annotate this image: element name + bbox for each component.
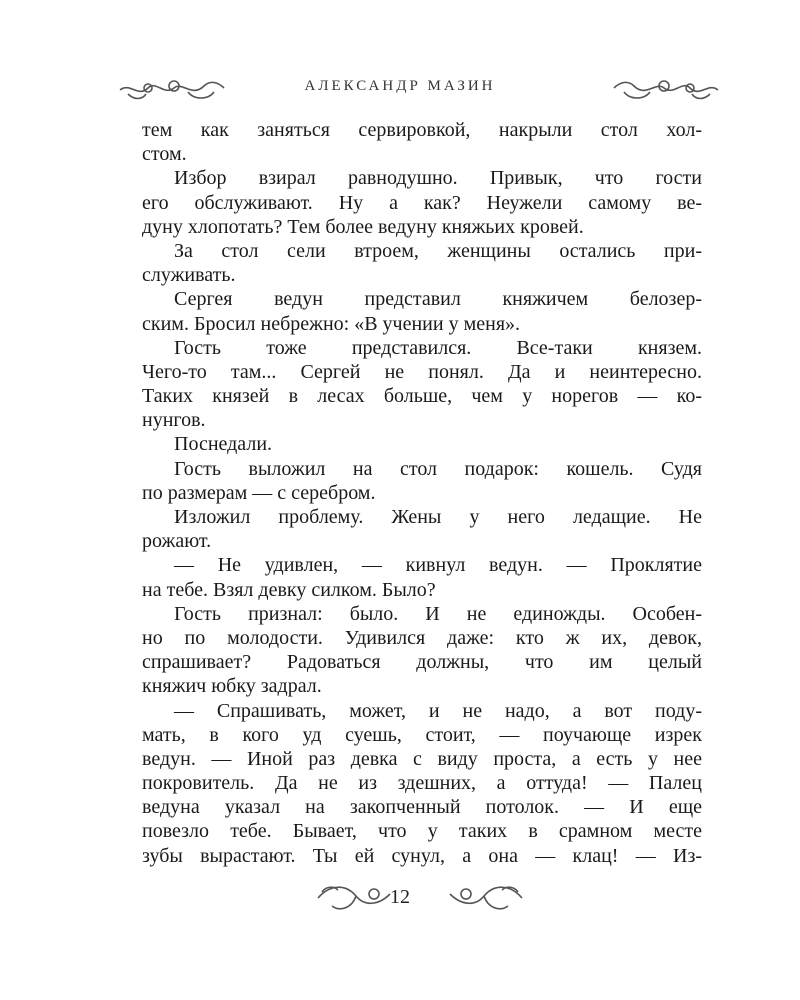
page-number: 12 <box>390 886 410 908</box>
text-line: но по молодости. Удивился даже: кто ж их, девок, <box>142 626 702 649</box>
text-line: ведун. — Иной раз девка с виду проста, а есть у нее <box>142 747 702 770</box>
text-line: Гость тоже представился. Все-таки князем. <box>174 336 702 359</box>
text-line: — Спрашивать, может, и не надо, а вот поду- <box>174 699 702 722</box>
text-line: Изложил проблему. Жены у него ледащие. Не <box>174 506 702 528</box>
text-line: нунгов. <box>142 409 206 432</box>
text-line: Сергея ведун представил княжичем белозер- <box>174 288 702 311</box>
text-line: княжич юбку задрал. <box>142 675 322 698</box>
page-footer <box>0 878 800 918</box>
text-line: Чего-то там... Сергей не понял. Да и неинтересно. <box>142 360 702 383</box>
text-line: по размерам — с серебром. <box>142 481 376 504</box>
body-text <box>142 118 702 868</box>
text-line: ведуна указал на закопченный потолок. — И еще <box>142 796 702 819</box>
text-line: Поснедали. <box>174 433 273 456</box>
text-line: зубы вырастают. Ты ей сунул, а она — клац! — Из- <box>142 844 702 867</box>
text-line: Избор взирал равнодушно. Привык, что гости <box>174 167 702 190</box>
text-line: — Не удивлен, — кивнул ведун. — Проклятие <box>174 554 702 577</box>
text-line: дуну хлопотать? Тем более ведуну княжьих кровей. <box>142 215 584 238</box>
text-line: стом. <box>142 143 187 166</box>
running-header <box>0 68 800 108</box>
text-line: покровитель. Да не из здешних, а оттуда! — Палец <box>142 772 702 795</box>
text-line: За стол сели втроем, женщины остались при- <box>174 239 702 262</box>
running-header-author: АЛЕКСАНДР МАЗИН <box>304 78 496 94</box>
text-line: на тебе. Взял девку силком. Было? <box>142 578 436 601</box>
text-line: мать, в кого уд суешь, стоит, — поучающе изрек <box>142 723 702 746</box>
text-line: спрашивает? Радоваться должны, что им целый <box>142 651 702 674</box>
right-flourish-ornament-icon <box>610 72 720 104</box>
text-line: тем как заняться сервировкой, накрыли стол хол- <box>142 119 702 141</box>
text-line: повезло тебе. Бывает, что у таких в срамном месте <box>142 820 702 843</box>
text-line: рожают. <box>142 530 212 553</box>
text-line: ским. Бросил небрежно: «В учении у меня». <box>142 312 521 335</box>
text-line: Гость признал: было. И не единожды. Особен- <box>174 602 702 625</box>
text-line: Гость выложил на стол подарок: кошель. Судя <box>174 457 702 480</box>
text-line: служивать. <box>142 264 236 287</box>
text-line: Таких князей в лесах больше, чем у норегов — ко- <box>142 385 702 408</box>
footer-right-ornament-icon <box>446 880 524 916</box>
text-line: его обслуживают. Ну а как? Неужели самому ве- <box>142 191 702 214</box>
